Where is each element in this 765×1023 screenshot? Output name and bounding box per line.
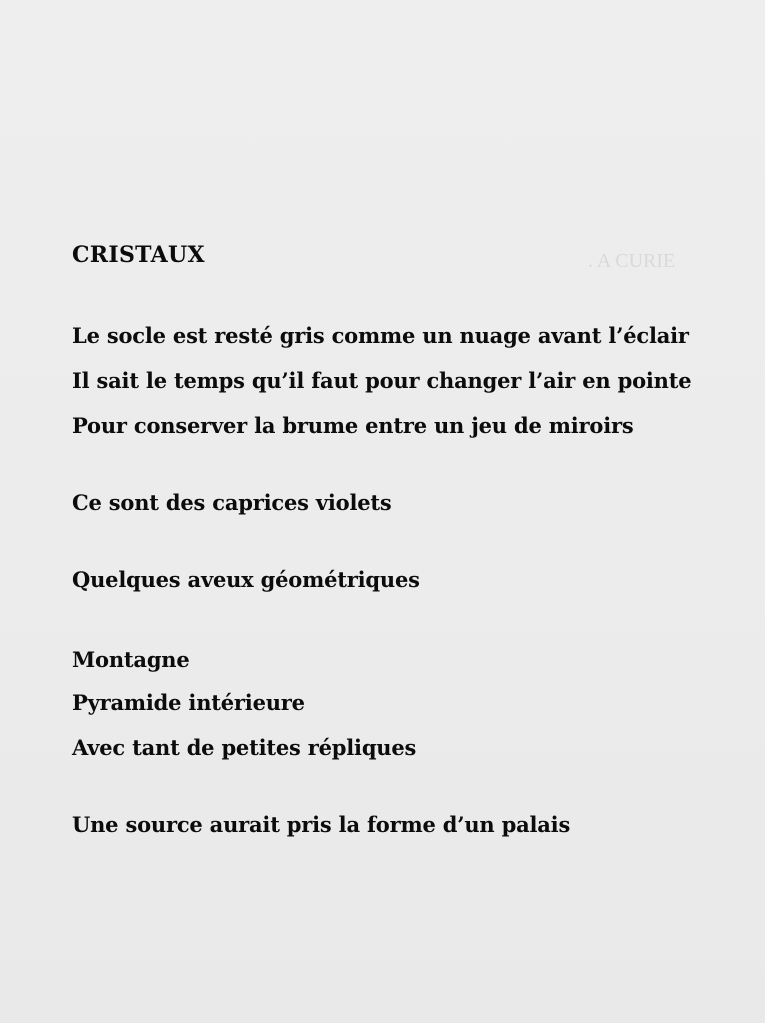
poem-line: Pyramide intérieure: [72, 690, 305, 715]
poem-line: Montagne: [72, 647, 190, 672]
poem-line: Quelques aveux géométriques: [72, 567, 420, 592]
poem-title: CRISTAUX: [72, 242, 205, 268]
poem-line: Avec tant de petites répliques: [72, 735, 417, 760]
poem-line: Ce sont des caprices violets: [72, 490, 392, 515]
poem-line: Il sait le temps qu’il faut pour changer l’air en pointe: [72, 368, 692, 393]
poem-line: Le socle est resté gris comme un nuage avant l’éclair: [72, 323, 689, 348]
poem-line: Pour conserver la brume entre un jeu de miroirs: [72, 413, 634, 438]
show-through-text: . A CURIE: [588, 250, 676, 272]
poem-line: Une source aurait pris la forme d’un palais: [72, 812, 571, 837]
